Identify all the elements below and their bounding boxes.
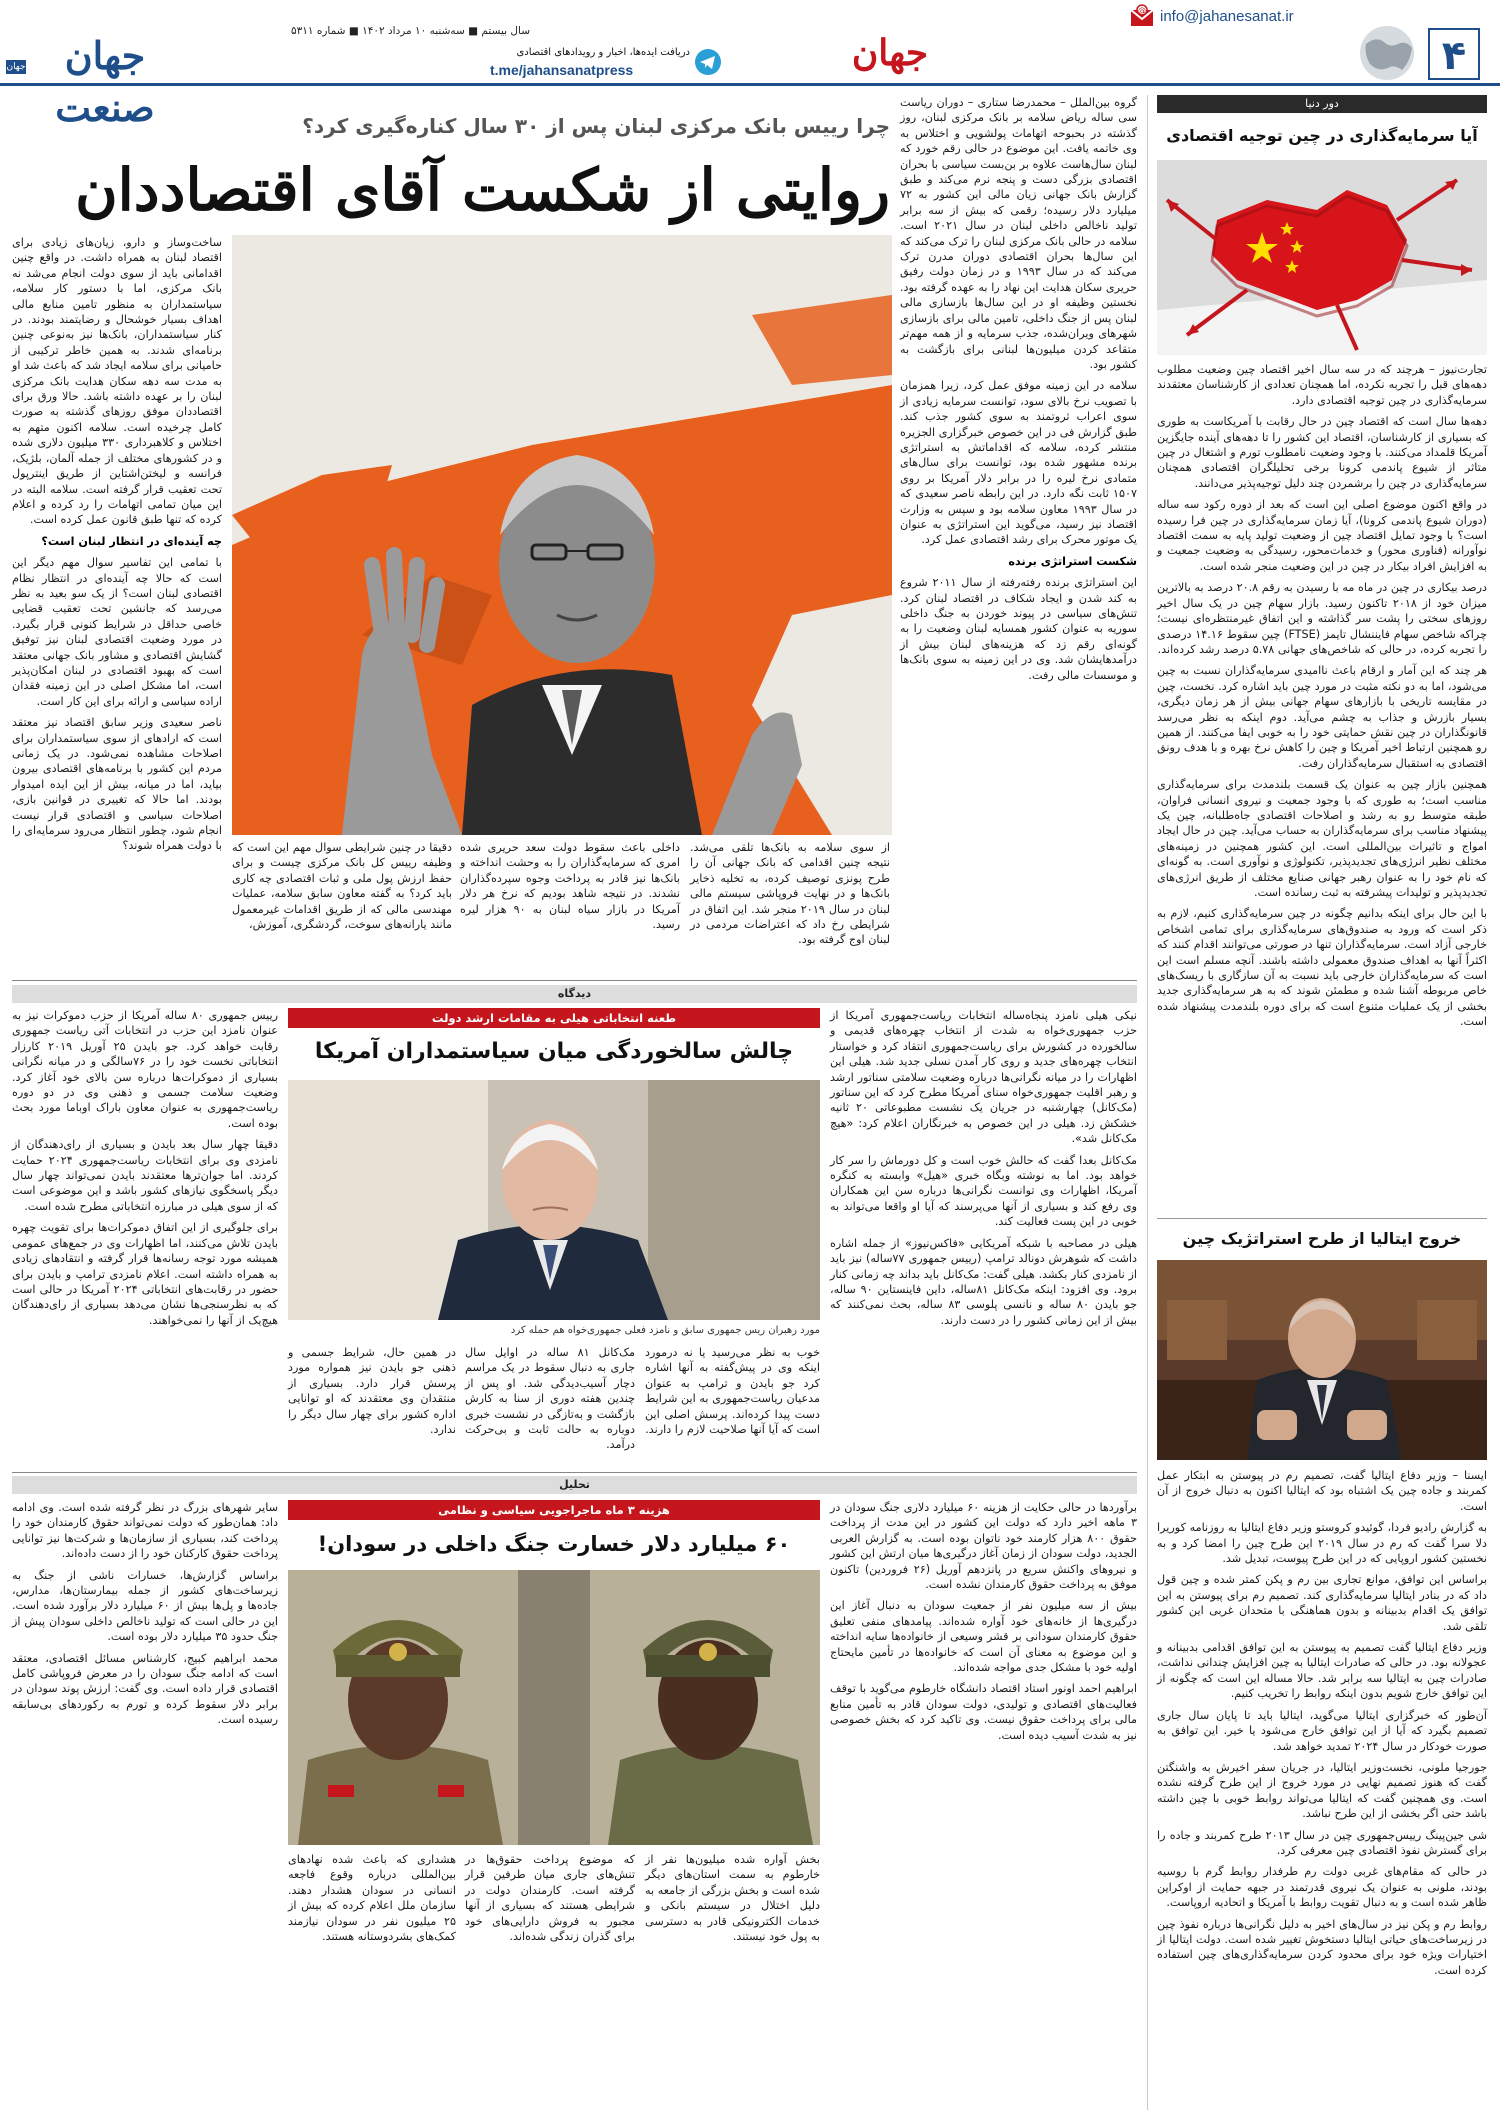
us-bottom-col-1: خوب به نظر می‌رسید یا نه درمورد اینکه وی در پیش‌گفته به آنها اشاره کرد جو بایدن و ترامپ به عنوان مدعیان ریاست‌جمهوری به این شرایط دست پیدا کرده‌اند. پرسش اصلی این است که آیا آنها صلاحیت لازم را دارند. [645,1346,820,1437]
sudan-col-right [830,1500,1137,2110]
page-number: ۴ [1428,28,1480,80]
paragraph: گروه بین‌الملل – محمدرضا ستاری – دوران ریاست سی ساله ریاض سلامه بر بانک مرکزی لبنان، روز گذشته در بحبوحه اتهامات پولشویی و اختلاس به وی خاتمه یافت. این موضوع در حالی رقم خورد که لبنان سال‌هاست علاوه بر بن‌بست سیاسی با بحران اقتصادی بزرگی دست و پنجه نرم می‌کند و طبق گزارش بانک جهانی زیان مالی این کشور به ۷۲ میلیارد دلار رسیده؛ رقمی که بیش از سه برابر تولید ناخالص داخلی لبنان در سال ۲۰۲۱ است. سلامه در حالی بانک مرکزی لبنان را ترک می‌کند که این سال‌ها بحران اقتصادی دوران مدرن ترک می‌کند که در سال ۱۹۹۳ و در زمان دولت رفیق حریری سکان هدایت این نهاد را به عهده گرفته بود. نخستین وظیفه او در این سال‌ها بازسازی مالی لبنان پس از جنگ داخلی، تامین مالی برای بازسازی شهرهای ویران‌شده، جذب سرمایه و از همه مهم‌تر متقاعد کردن میلیون‌ها لبنانی برای بازگشت به کشور بود. [900,96,1137,371]
main-col-right [900,95,1137,735]
issue-line: سال بیستم ■ سه‌شنبه ۱۰ مرداد ۱۴۰۲ ■ شماره ۵۳۱۱ [290,25,530,37]
us-redline: طعنه انتخاباتی هیلی به مقامات ارشد دولت [288,1008,820,1028]
italy-headline: خروج ایتالیا از طرح استراتژیک چین [1182,1229,1462,1248]
paragraph: ایسنا – وزیر دفاع ایتالیا گفت، تصمیم رم در پیوستن به ابتکار عمل کمربند و جاده چین یک اشتباه بود که ایتالیا اکنون به دنبال خروج از آن است. [1157,1469,1487,1513]
paragraph: ابراهیم احمد اونور استاد اقتصاد دانشگاه خارطوم می‌گوید با توقف فعالیت‌های اقتصادی و تولیدی، دولت سودان قادر به تأمین منابع مالی برای پرداخت حقوق نیست. وی تاکید کرد که بخش خصوصی نیز به شدت آسیب دیده است. [830,1682,1137,1742]
paragraph: همچنین بازار چین به عنوان یک قسمت بلندمدت برای سرمایه‌گذاری مناسب است؛ به طوری که با وجود جمعیت و نیروی انسانی فراوان، طبقه متوسط رو به رشد و اصلاحات اقتصادی جاه‌طلبانه، چین یک پیشنهاد مناسب برای سرمایه‌گذاران به حساب می‌آید. چین در حال ایجاد امواج و تاثیرات بین‌المللی است. این کشور همچنین در زمینه‌های مختلف نظیر انرژی‌های تجدیدپذیر، تکنولوژی و نوآوری است. به گونه‌ای که نام خود را به عنوان رهبر جهانی صنایع مختلف از طریق انرژی‌های تجدیدپذیر و تولیدات پیشرفته به ثبت رسانده است. [1157,778,1487,899]
main-bottom-col-2: داخلی باعث سقوط دولت سعد حریری شده امری که سرمایه‌گذاران را به وحشت انداخته و بانک‌ها نیز قادر به پرداخت وجوه سپرده‌گذاران نشدند. در نتیجه شاهد بودیم که نرخ هر دلار آمریکا در بازار سیاه لبنان به ۹۰ هزار لیره رسید. [460,841,680,932]
paragraph: به گزارش رادیو فردا، گوئیدو کروستو وزیر دفاع ایتالیا به روزنامه کوریرا دلا سرا گفت که رم در سال ۲۰۱۹ این طرح چین را امضا کرد و به نخستین کشور اروپایی که در این طرح پیوست، تبدیل شد. [1157,1521,1487,1566]
paragraph: ساخت‌وساز و دارو، زیان‌های زیادی برای اقتصاد لبنان به همراه داشت. در واقع چنین اقدامانی باید از سوی دولت انجام می‌شد نه بانک مرکزی، اما با دستور کار سلامه، سیاستمداران به منظور تامین منابع مالی اهداف بسیار خوشحال و رضایتمند بودند. در کنار سیاستمداران، بانک‌ها نیز به‌نوعی چنین برنامه‌ای شدند. به همین خاطر ترکیبی از حامیانی برای سلامه ایجاد شد که باعث شد او به مدت سه دهه سکان هدایت بانک مرکزی لبنان را بر عهده داشته باشد. حالا ورق برای اقتصاددان موفق روزهای گذشته به صورت کامل چرخیده است. سلامه اکنون متهم به اختلاس و کلاهبرداری ۳۳۰ میلیون دلاری شده و در کشورهای مختلف از جمله آلمان، بلژیک، فرانسه و لیختن‌اشتاین از طریق اینترپول تحت تعقیب قرار گرفته است. سلامه البته در این میان تمامی اتهامات را رد کرده و اعلام کرده که تنها طبق قانون عمل کرده است. [12,236,222,527]
main-bottom-col-3: دقیقا در چنین شرایطی سوال مهم این است که وظیفه رییس کل بانک مرکزی چیست و برای حفظ ارزش پول ملی و ثبات اقتصادی چه کاری باید کرد؟ به گفته معاون سابق سلامه، عملیات مهندسی مالی که از طریق اقدامات غیرمعمول مانند یارانه‌های سوخت، گردشگری، آموزش، [232,841,452,932]
paragraph: دهه‌ها سال است که اقتصاد چین در حال رقابت با آمریکاست به طوری که بسیاری از کارشناسان، اقتصاد این کشور را تا دهه‌های آینده جایگزین آمریکا قلمداد می‌کنند. با وجود وضعیت نامطلوب تورم و اشتغال در چین متاثر از شیوع پاندمی کرونا برخی تحلیلگران اقتصادی همچنان سرمایه‌گذاری در چین را برشمردن چند دلیل توجیه‌پذیر می‌دانند. [1157,415,1487,490]
paragraph: براساس گزارش‌ها، خسارات ناشی از جنگ به زیرساخت‌های کشور از جمله بیمارستان‌ها، مدارس، جاده‌ها و پل‌ها بیش از ۶۰ میلیارد دلار برآورد شده است. این در حالی است که تولید ناخالص داخلی سودان پیش از جنگ حدود ۳۵ میلیارد دلار بوده است. [12,1568,278,1644]
main-bottom-col-1: از سوی سلامه به بانک‌ها تلقی می‌شد. نتیجه چنین اقدامی که بانک جهانی آن را طرح پونزی توصیف کرده، به تخلیه ذخایر بانک‌ها و در نهایت فروپاشی سیستم مالی لبنان در سال ۲۰۱۹ منجر شد. این اتفاق در شرایطی رخ داد که اعتراضات مردمی در لبنان اوج گرفته بود. [690,841,890,947]
sudan-col-left [12,1500,278,2110]
italy-minister-photo [1157,1260,1487,1460]
story-tag: دور دنیا [1157,95,1487,113]
column-divider [1147,95,1148,2110]
italy-body [1157,1468,1487,2113]
us-col-left [12,1008,278,1470]
logo-sub: جهان [6,62,26,72]
us-bottom-col-2: مک‌کانل ۸۱ ساله در اوایل سال جاری به دنبال سقوط در یک مراسم دچار آسیب‌دیدگی شد. او پس از چندین هفته دوری از سنا به کارش بازگشت و به‌تازگی در نشست خبری دوباره به حالت ثابت و بی‌حرکت درآمد. [465,1346,635,1452]
paragraph: آن‌طور که خبرگزاری ایتالیا می‌گوید، ایتالیا باید تا پایان سال جاری تصمیم بگیرد که آیا از این توافق خارج می‌شود یا خیر. این توافق به صورت خودکار در سال ۲۰۲۴ تمدید خواهد شد. [1157,1708,1487,1753]
sudan-bottom-col-1: بخش آواره شده میلیون‌ها نفر از خارطوم به سمت استان‌های دیگر شده است و بخش بزرگی از جامعه به دلیل اختلال در سیستم بانکی و خدمات الکترونیکی قادر به دسترسی به پول خود نیستند. [645,1853,820,1944]
paragraph: شی جین‌پینگ رییس‌جمهوری چین در سال ۲۰۱۳ طرح کمربند و جاده را برای گسترش نفوذ اقتصادی چین معرفی کرد. [1157,1828,1487,1857]
us-col-right [830,1008,1137,1470]
paragraph: هر چند که این آمار و ارقام باعث ناامیدی سرمایه‌گذاران نسبت به چین می‌شود، اما به دو نکته مثبت در مورد چین باید اشاره کرد. نخست، چین در مقایسه تاریخی با بازارهای سهام جهانی بیش از هر زمان دیگری، بسیار بازرش و جذاب به چشم می‌آید. دوم اینکه به نظر می‌رسد قانونگذاران در چین نقش حمایتی خود را به خوبی ایفا می‌کنند. از همین رو همچنین ارتباط اخیر آمریکا و چین را کاهش نرخ بهره و با هدف رونق اقتصادی به استقبال سرمایه‌گذاران رفت. [1157,664,1487,770]
section-divider [1157,1218,1487,1219]
subheading: شکست استراتژی برنده [1008,554,1137,568]
paragraph: برآوردها در حالی حکایت از هزینه ۶۰ میلیارد دلاری جنگ سودان در ۳ ماهه اخیر دارد که دولت این کشور در این مدت از پرداخت حقوق ۸۰۰ هزار کارمند خود ناتوان بوده است. به گزارش العربی الجدید، دولت سودان از زمان آغاز درگیری‌ها میان ارتش این کشور و نیروهای واکنش سریع در پانزدهم آوریل (۲۶ فروردین) تاکنون موفق به پرداخت حقوق کارمندان نشده است. [830,1501,1138,1592]
story-tag: تحلیل [12,1476,1137,1494]
salameh-photo [232,235,892,835]
paragraph: مک‌کانل بعدا گفت که حالش خوب است و کل دورماش را سر کار خواهد بود. اما به نوشته وبگاه خبری «هیل» وابسته به کنگره آمریکا، اظهارات وی توانست نگرانی‌ها درباره سن این همکاران وی رفع کند و بسیاری از آنها می‌پرسند که آیا او واقعا می‌تواند به خوبی در این پست فعالیت کند. [830,1153,1137,1229]
section-divider [12,1472,1137,1473]
paragraph: سلامه در این زمینه موفق عمل کرد، زیرا همزمان با تصویب نرخ بالای سود، توانست سرمایه زیادی از سوی اعراب ثروتمند به سوی کشور جذب کند. طبق گزارش فی در این خصوص خبرگزاری الجزیره منتشر کرده، سلامه که اقداماتش به استراتژی برنده مشهور شده بود، توانست برای سال‌های متمادی نرخ لیره را در برابر دلار آمریکا بر روی ۱۵۰۷ ثابت نگه دارد. در این رابطه ناصر سعیدی که در سال ۱۹۹۳ معاون سلامه بود و سپس به وزارت اقتصاد نیز رسید، می‌گوید این استراتژی به عنوان یک موتور محرک برای رشد اقتصادی عمل کرد. [900,379,1137,547]
us-photo-caption: مورد رهبران ریس جمهوری سابق و نامزد فعلی جمهوری‌خواه هم حمله کرد [510,1325,820,1336]
china-headline: آیا سرمایه‌گذاری در چین توجیه اقتصادی [1166,126,1478,145]
globe-icon [1354,22,1420,84]
us-bottom-col-3: در همین حال، شرایط جسمی و ذهنی جو بایدن نیز همواره مورد پرسش قرار دارد. بسیاری از منتقدان وی معتقدند که او توانایی اداره کشور برای چهار سال دیگر را ندارد. [288,1346,456,1437]
china-map-image [1157,160,1487,355]
paragraph: درصد بیکاری در چین در ماه مه با رسیدن به رقم ۲۰.۸ درصد به بالاترین میزان خود از ۲۰۱۸ تاکنون رسید. بازار سهام چین در یک سال اخیر روزهای سختی را پشت سر گذاشته و این اتفاق غیرمنتظره‌ای نیست؛ چراکه شاخص سهام فایننشال تایمز (FTSE) چین سقوط ۱۴.۱۶ درصدی را تجربه کرده، در حالی که شاخص‌های جهانی ۵.۷۸ درصد رشد کرده‌اند. [1157,581,1487,656]
main-kicker: چرا رییس بانک مرکزی لبنان پس از ۳۰ سال کناره‌گیری کرد؟ [302,114,890,138]
paragraph: وزیر دفاع ایتالیا گفت تصمیم به پیوستن به این توافق اقدامی بدبینانه و عجولانه بود. در حالی که صادرات ایتالیا به چین افزایش چندانی نداشت، صادرات چین به ایتالیا سه برابر شد. حالا مساله این است که چگونه از این توافق خارج شویم بدون اینکه روابط را تخریب کنیم. [1157,1641,1487,1701]
newspaper-logo [10,30,200,130]
svg-text:@: @ [1138,6,1146,15]
sudan-generals-photo [288,1570,820,1845]
main-headline: روایتی از شکست آقای اقتصاددان [75,156,890,224]
telegram-icon [694,48,722,76]
paragraph: بیش از سه میلیون نفر از جمعیت سودان به دنبال آغاز این درگیری‌ها از خانه‌های خود آواره شده‌اند. پیامدهای منفی تعلیق حقوق کارمندان سودانی بر قشر وسیعی از خانواده‌ها سایه انداخته و این موضوع به معنای آن است که خانواده‌ها در تأمین مایحتاج اولیه خود با مشکل جدی مواجه شده‌اند. [830,1599,1137,1675]
logo-text: جهان صنعت [55,33,155,130]
paragraph: روابط رم و پکن نیز در سال‌های اخیر به دلیل نگرانی‌ها درباره نفوذ چین در زیرساخت‌های حیاتی ایتالیا دستخوش تغییر شده است. دولت ایتالیا از اختیارات ویژه خود برای محدود کردن سرمایه‌گذاری‌های چین استفاده کرده است. [1157,1917,1487,1977]
paragraph: این استراتژی برنده رفته‌رفته از سال ۲۰۱۱ شروع به کند شدن و ایجاد شکاف در اقتصاد لبنان کرد. تنش‌های سیاسی در پیوند خوردن به جنگ داخلی سوریه به عنوان کشور همسایه لبنان وضعیت را به گونه‌ای رقم زد که هزینه‌های لبنان بیش از درآمدهایشان شد. وی در این زمینه به سوی بانک‌ها و موسسات مالی رفت. [900,576,1138,682]
email-address[interactable]: info@jahanesanat.ir [1160,8,1294,25]
paragraph: برای جلوگیری از این اتفاق دموکرات‌ها برای تقویت چهره بایدن تلاش می‌کنند، اما اظهارات وی در جمع‌های عمومی همیشه مورد توجه رسانه‌ها قرار گرفته و انتقادهای زیادی به همراه داشته است. اعلام نامزدی ترامپ و بایدن برای حضور در رقابت‌های انتخاباتی ۲۰۲۴ آمریکا در حالی است که به نظرسنجی‌ها نشان می‌دهد بسیاری از رای‌دهندگان هیچ‌یک از آنها را نمی‌خواهند. [12,1221,279,1327]
section-title: جهان [851,32,929,74]
telegram-link[interactable]: t.me/jahansanatpress [490,62,634,78]
paragraph: محمد ابراهیم کبیج، کارشناس مسائل اقتصادی، معتقد است که ادامه جنگ سودان را در معرض فروپاشی کامل اقتصادی قرار داده است. وی گفت: ارزش پوند سودان در برابر دلار سقوط کرده و تورم به رکوردهای بی‌سابقه رسیده است. [12,1651,278,1727]
sudan-redline: هزینه ۳ ماه ماجراجویی سیاسی و نظامی [288,1500,820,1520]
mail-icon [1129,4,1155,28]
paragraph: سایر شهرهای بزرگ در نظر گرفته شده است. وی ادامه داد: همان‌طور که دولت نمی‌تواند حقوق کارمندان خود را پرداخت کند، بسیاری از سازمان‌ها و شرکت‌ها نیز توانایی پرداخت حقوق کارکنان خود را از دست داده‌اند. [12,1501,278,1561]
paragraph: جورجیا ملونی، نخست‌وزیر ایتالیا، در جریان سفر اخیرش به واشنگتن گفت که هنوز تصمیم نهایی در مورد خروج از این طرح گرفته نشده است. وی همچنین گفت که ایتالیا می‌تواند روابط خوبی با چین داشته باشد حتی اگر بخشی از این طرح نباشد. [1157,1760,1487,1821]
paragraph: تجارت‌نیوز – هرچند که در سه سال اخیر اقتصاد چین وضعیت مطلوب دهه‌های قبل را تجربه نکرده، اما همچنان تعدادی از کارشناسان معتقدند سرمایه‌گذاری در چین توجیه اقتصادی دارد. [1157,363,1487,407]
biden-photo [288,1080,820,1320]
paragraph: با تمامی این تفاسیر سوال مهم دیگر این است که حالا چه آینده‌ای در انتظار نظام اقتصادی لبنان است؟ از یک سو بعید به نظر می‌رسد که جانشین تحت تعقیب قضایی خاصی حداقل در شرایط کنونی قرار بگیرد. در مورد وضعیت اقتصادی لبنان نیز توفیق گشایش اقتصادی و مشاور بانک جهانی معتقد است که بهبود اقتصادی در لبنان امکان‌پذیر است، اما مشکل اصلی در این زمینه فقدان اراده سیاسی و ارائه برای این کار است. [12,556,222,708]
paragraph: نیکی هیلی نامزد پنجاه‌ساله انتخابات ریاست‌جمهوری آمریکا از حزب جمهوری‌خواه به شدت از انتخاب چهره‌های قدیمی و سالخورده در کشورش برای ریاست‌جمهوری انتقاد کرد و خواستار انتخاب چهره‌های جدید و روی کار آمدن نسلی جدید شد. هیلی این اظهارات را در میانه نگرانی‌ها درباره وضعیت سلامتی سناتور ارشد و رهبر اقلیت جمهوری‌خواه سنای آمریکا مطرح کرد که این سناتور (مک‌کانل) چهارشنبه در جریان یک نشست مطبوعاتی ۲۰ ثانیه خشکش زد. هیلی در این خصوص به خبرنگاران اعلام کرد: «هیچ مک‌کانل شد». [830,1009,1137,1146]
story-tag: دیدگاه [12,985,1137,1003]
paragraph: با این حال برای اینکه بدانیم چگونه در چین سرمایه‌گذاری کنیم، لازم به ذکر است که ورود به صندوق‌های سرمایه‌گذاری برای تمامی اشخاص خارجی آزاد است. سرمایه‌گذاران تنها در صورتی می‌توانند اقدام کنند که اکثراً آنها به اهداف صندوق معمولی داشته باشند. آنچه مسلم است این است که سرمایه‌گذاران خارجی باید نسبت به آن سازگاری با ریسک‌های خاص مربوطه آشنا شده و مطمئن شوند که به هر سرمایه‌گذاری جدید بخشی از یک عملیات متنوع است که برای دوره بلندمدت پیشنهاد شده است. [1157,907,1487,1029]
sudan-bottom-col-3: هشداری که باعث شده نهادهای بین‌المللی درباره وقوع فاجعه انسانی در سودان هشدار دهند. سازمان ملل اعلام کرده که بیش از ۲۵ میلیون نفر در سودان نیازمند کمک‌های بشردوستانه هستند. [288,1853,456,1944]
china-body [1157,362,1487,1212]
paragraph: براساس این توافق، موانع تجاری بین رم و پکن کمتر شده و چین قول داد که در بنادر ایتالیا سرمایه‌گذاری کند. تصمیم رم برای پیوستن به این توافق یک اقدام بدبینانه و بدون هماهنگی با متحدان غربی این کشور تلقی شد. [1157,1573,1487,1633]
sudan-headline: ۶۰ میلیارد دلار خسارت جنگ داخلی در سودان! [317,1532,791,1556]
telegram-caption: دریافت ایده‌ها، اخبار و رویدادهای اقتصادی [516,47,690,58]
paragraph: در واقع اکنون موضوع اصلی این است که بعد از دوره رکود سه ساله (دوران شیوع پاندمی کرونا)، آیا زمان سرمایه‌گذاری در چین فرا رسیده است؟ با وجود تمایل اقتصاد چین از وضعیت تولید پایه به سمت اقتصاد نوآورانه (فناوری محور) و خدمات‌محور، رسیدگی به وضعیت جمعیت و به افزایش افراد بیکار در چین در این وضعیت منجر شده است. [1157,498,1487,573]
paragraph: رییس جمهوری ۸۰ ساله آمریکا از حزب دموکرات نیز به عنوان نامزد این حزب در انتخابات آتی ریاست جمهوری رقابت خواهد کرد. جو بایدن ۲۵ آوریل ۲۰۱۹ کارزار انتخاباتی نخست خود را در ۷۶سالگی و در میانه نگرانی بسیاری از دموکرات‌ها درباره سن بالای خود آغاز کرد. وضعیت سلامت جسمی و ذهنی وی در دو دوره ریاست‌جمهوری به عنوان معاون باراک اوباما مورد بحث بوده است. [12,1009,279,1130]
paragraph: در حالی که مقام‌های غربی دولت رم طرفدار روابط گرم با روسیه بودند، ملونی به عنوان یک نیروی قدرتمند در جبهه حمایت از اوکراین ظاهر شده است و به دنبال تقویت روابط با آمریکا و اتحادیه اروپاست. [1157,1865,1487,1910]
paragraph: دقیقا چهار سال بعد بایدن و بسیاری از رای‌دهندگان از نامزدی وی برای انتخابات ریاست‌جمهوری ۲۰۲۴ حمایت کردند. اما جوان‌ترها معتقدند بایدن نمی‌تواند چهار سال دیگر پاسخگوی نیازهای کشور باشد و این موضوعی است که از سوی هیلی در مبارزه انتخاباتی مطرح شده است. [12,1138,278,1213]
sudan-bottom-col-2: که موضوع پرداخت حقوق‌ها در تنش‌های جاری میان طرفین قرار گرفته است. کارمندان دولت در شرایطی هستند که بسیاری از آنها مجبور به فروش دارایی‌های خود برای گذران زندگی شده‌اند. [465,1853,635,1944]
subheading: چه آینده‌ای در انتظار لبنان است؟ [41,534,222,548]
us-headline: چالش سالخوردگی میان سیاستمداران آمریکا [314,1039,794,1064]
main-col-left [12,235,222,853]
paragraph: ناصر سعیدی وزیر سابق اقتصاد نیز معتقد است که ارادهای از سوی سیاستمداران برای اصلاحات مشاهده نمی‌شود. در یک زمانی مردم این کشور با برنامه‌های اقتصادی بیرون بیاید، اما در میانه، بیش از این ایده امیدوار بودند. اما حالا که تغییری در قوانین بازی، اصلاحات سیاسی و اقتصادی قرار نیست انجام شود، چطور انتظار می‌رود سرمایه‌ای را با دولت همراه شوند؟ [12,716,222,853]
paragraph: هیلی در مصاحبه با شبکه آمریکایی «فاکس‌نیوز» از جمله اشاره داشت که شوهرش دونالد ترامپ (رییس جمهوری ۷۷ساله) نیز باید از نامزدی کنار بکشد. هیلی گفت: مک‌کانل باید بداند چه زمانی کنار برود. وی افزود: اینکه مک‌کانل ۸۱ساله، داین فاینستاین ۹۰ ساله، جو بایدن ۸۰ ساله و نانسی پلوسی ۸۳ ساله، بحث نمی‌کنند که بیش از این زمانی کشور را در دست دارند. [830,1236,1138,1327]
section-divider [12,980,1137,981]
